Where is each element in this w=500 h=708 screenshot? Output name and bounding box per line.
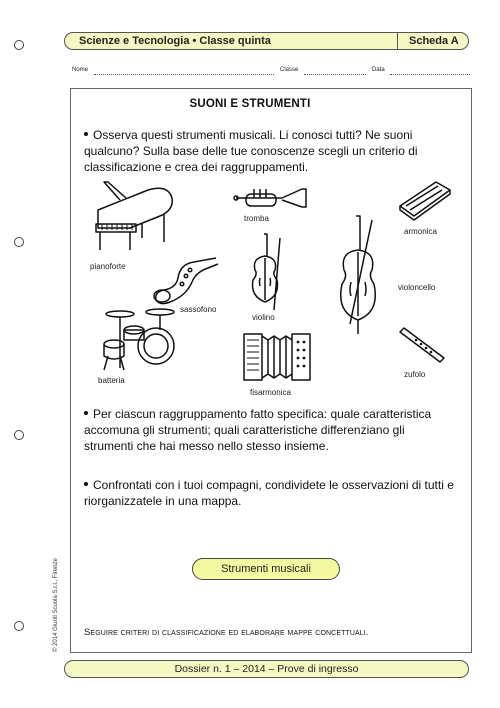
label-armonica: armonica xyxy=(404,227,437,236)
label-fisarmonica: fisarmonica xyxy=(250,388,291,397)
bullet-icon xyxy=(84,411,88,415)
class-field[interactable] xyxy=(304,74,366,75)
label-violoncello: violoncello xyxy=(398,283,436,292)
copyright-notice: © 2014 Giunti Scuola S.r.l., Firenze xyxy=(53,558,59,652)
bullet-icon xyxy=(84,482,88,486)
instruction-1: Osserva questi strumenti musicali. Li conosci tutti? Ne suoni qualcuno? Sulla base delle tue conoscenze scegli un criterio di classificazione e crea dei raggruppamenti. xyxy=(84,128,418,174)
binder-hole xyxy=(14,430,24,440)
drum-kit-icon xyxy=(100,308,184,372)
harmonica-icon xyxy=(394,176,454,222)
trumpet-icon xyxy=(232,186,312,212)
label-pianoforte: pianoforte xyxy=(90,262,126,271)
header-title: Scienze e Tecnologia • Classe quinta xyxy=(79,35,271,47)
learning-objective: Seguire criteri di classificazione ed elaborare mappe concettuali. xyxy=(84,627,369,638)
label-tromba: tromba xyxy=(244,214,269,223)
label-violino: violino xyxy=(252,313,275,322)
accordion-icon xyxy=(240,330,314,384)
grand-piano-icon xyxy=(90,180,178,254)
sheet-label: Scheda A xyxy=(409,35,459,47)
date-field[interactable] xyxy=(390,74,470,75)
name-field[interactable] xyxy=(94,74,274,75)
label-sassofono: sassofono xyxy=(180,305,217,314)
bullet-icon xyxy=(84,132,88,136)
label-zufolo: zufolo xyxy=(404,370,426,379)
label-batteria: batteria xyxy=(98,376,125,385)
saxophone-icon xyxy=(150,252,222,306)
violin-icon xyxy=(244,232,288,312)
binder-hole xyxy=(14,621,24,631)
class-label: Classe xyxy=(280,67,299,73)
instruction-3: Confrontati con i tuoi compagni, condividete le osservazioni di tutti e riorganizzatele in una mappa. xyxy=(84,478,454,508)
cello-icon xyxy=(336,212,380,336)
instruction-2: Per ciascun raggruppamento fatto specifica: quale caratteristica accomuna gli strumenti; quali caratteristiche differenziano gli strumenti che hai messo nello stesso insieme. xyxy=(84,407,432,453)
concept-map-root: Strumenti musicali xyxy=(192,558,340,580)
header-separator xyxy=(397,33,398,49)
header-bar xyxy=(64,32,469,50)
binder-hole xyxy=(14,237,24,247)
flute-icon xyxy=(396,326,446,364)
date-label: Data xyxy=(372,67,385,73)
footer-text: Dossier n. 1 – 2014 – Prove di ingresso xyxy=(174,663,359,675)
page-title: SUONI E STRUMENTI xyxy=(189,98,311,110)
footer-bar xyxy=(64,660,469,678)
name-label: Nome xyxy=(72,67,89,73)
student-fields xyxy=(72,67,472,79)
binder-hole xyxy=(14,40,24,50)
